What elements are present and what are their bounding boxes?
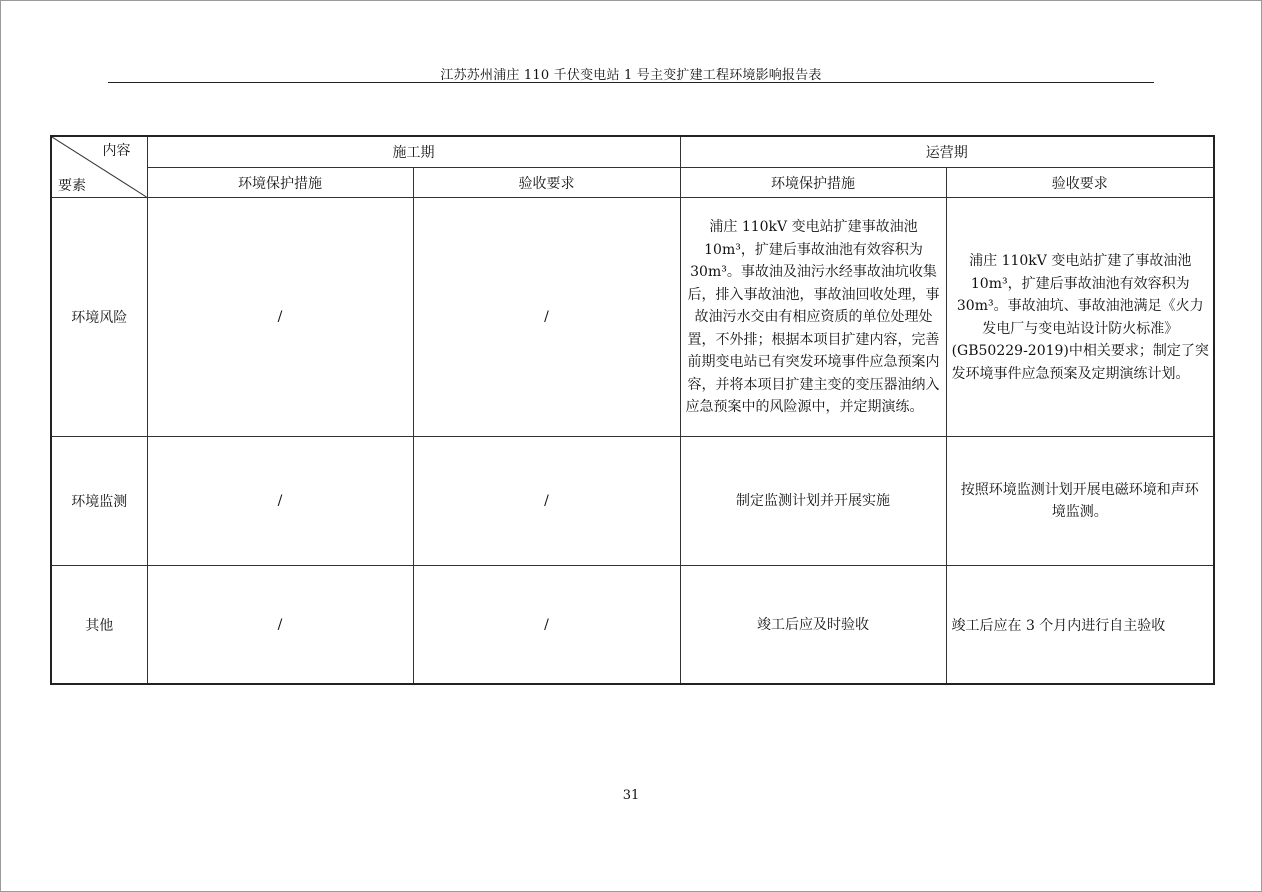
operation-acceptance-cell: 按照环境监测计划开展电磁环境和声环境监测。	[946, 437, 1214, 566]
construction-measure-cell: /	[147, 198, 413, 437]
construction-acceptance-header: 验收要求	[413, 168, 680, 198]
construction-measure-header: 环境保护措施	[147, 168, 413, 198]
environment-protection-table	[50, 135, 1215, 685]
operation-measure-header: 环境保护措施	[680, 168, 946, 198]
corner-label-element: 要素	[58, 178, 86, 194]
corner-label-content: 内容	[102, 143, 131, 159]
construction-acceptance-cell: /	[413, 566, 680, 685]
page-number: 31	[622, 788, 640, 803]
operation-measure-cell: 浦庄 110kV 变电站扩建事故油池 10m³，扩建后事故油池有效容积为 30m³。事故油及油污水经事故油坑收集后，排入事故油池，事故油回收处理，事故油污水交由有相应资质的单位处理处置，不外排；根据本项目扩建内容，完善前期变电站已有突发环境事件应急预案内容，并将本项目扩建主变的变压器油纳入应急预案中的风险源中，并定期演练。	[680, 198, 946, 437]
table-row	[51, 566, 1214, 685]
construction-period-header: 施工期	[147, 136, 680, 168]
operation-measure-cell: 竣工后应及时验收	[680, 566, 946, 685]
operation-acceptance-cell: 竣工后应在 3 个月内进行自主验收	[946, 566, 1214, 685]
header-rule	[108, 82, 1154, 83]
construction-acceptance-cell: /	[413, 198, 680, 437]
operation-acceptance-header: 验收要求	[946, 168, 1214, 198]
construction-acceptance-cell: /	[413, 437, 680, 566]
page-header-title: 江苏苏州浦庄 110 千伏变电站 1 号主变扩建工程环境影响报告表	[440, 68, 822, 83]
construction-measure-cell: /	[147, 566, 413, 685]
table-header-row-1	[51, 136, 1214, 168]
diagonal-header-cell	[51, 136, 147, 198]
operation-measure-cell: 制定监测计划并开展实施	[680, 437, 946, 566]
construction-measure-cell: /	[147, 437, 413, 566]
table-row	[51, 437, 1214, 566]
row-element-label: 环境监测	[51, 437, 147, 566]
row-element-label: 环境风险	[51, 198, 147, 437]
table-header-row-2	[51, 168, 1214, 198]
operation-period-header: 运营期	[680, 136, 1214, 168]
row-element-label: 其他	[51, 566, 147, 685]
table-row	[51, 198, 1214, 437]
operation-acceptance-cell: 浦庄 110kV 变电站扩建了事故油池 10m³，扩建后事故油池有效容积为 30m³。事故油坑、事故油池满足《火力发电厂与变电站设计防火标准》(GB50229-2019)中相关要求；制定了突发环境事件应急预案及定期演练计划。	[946, 198, 1214, 437]
